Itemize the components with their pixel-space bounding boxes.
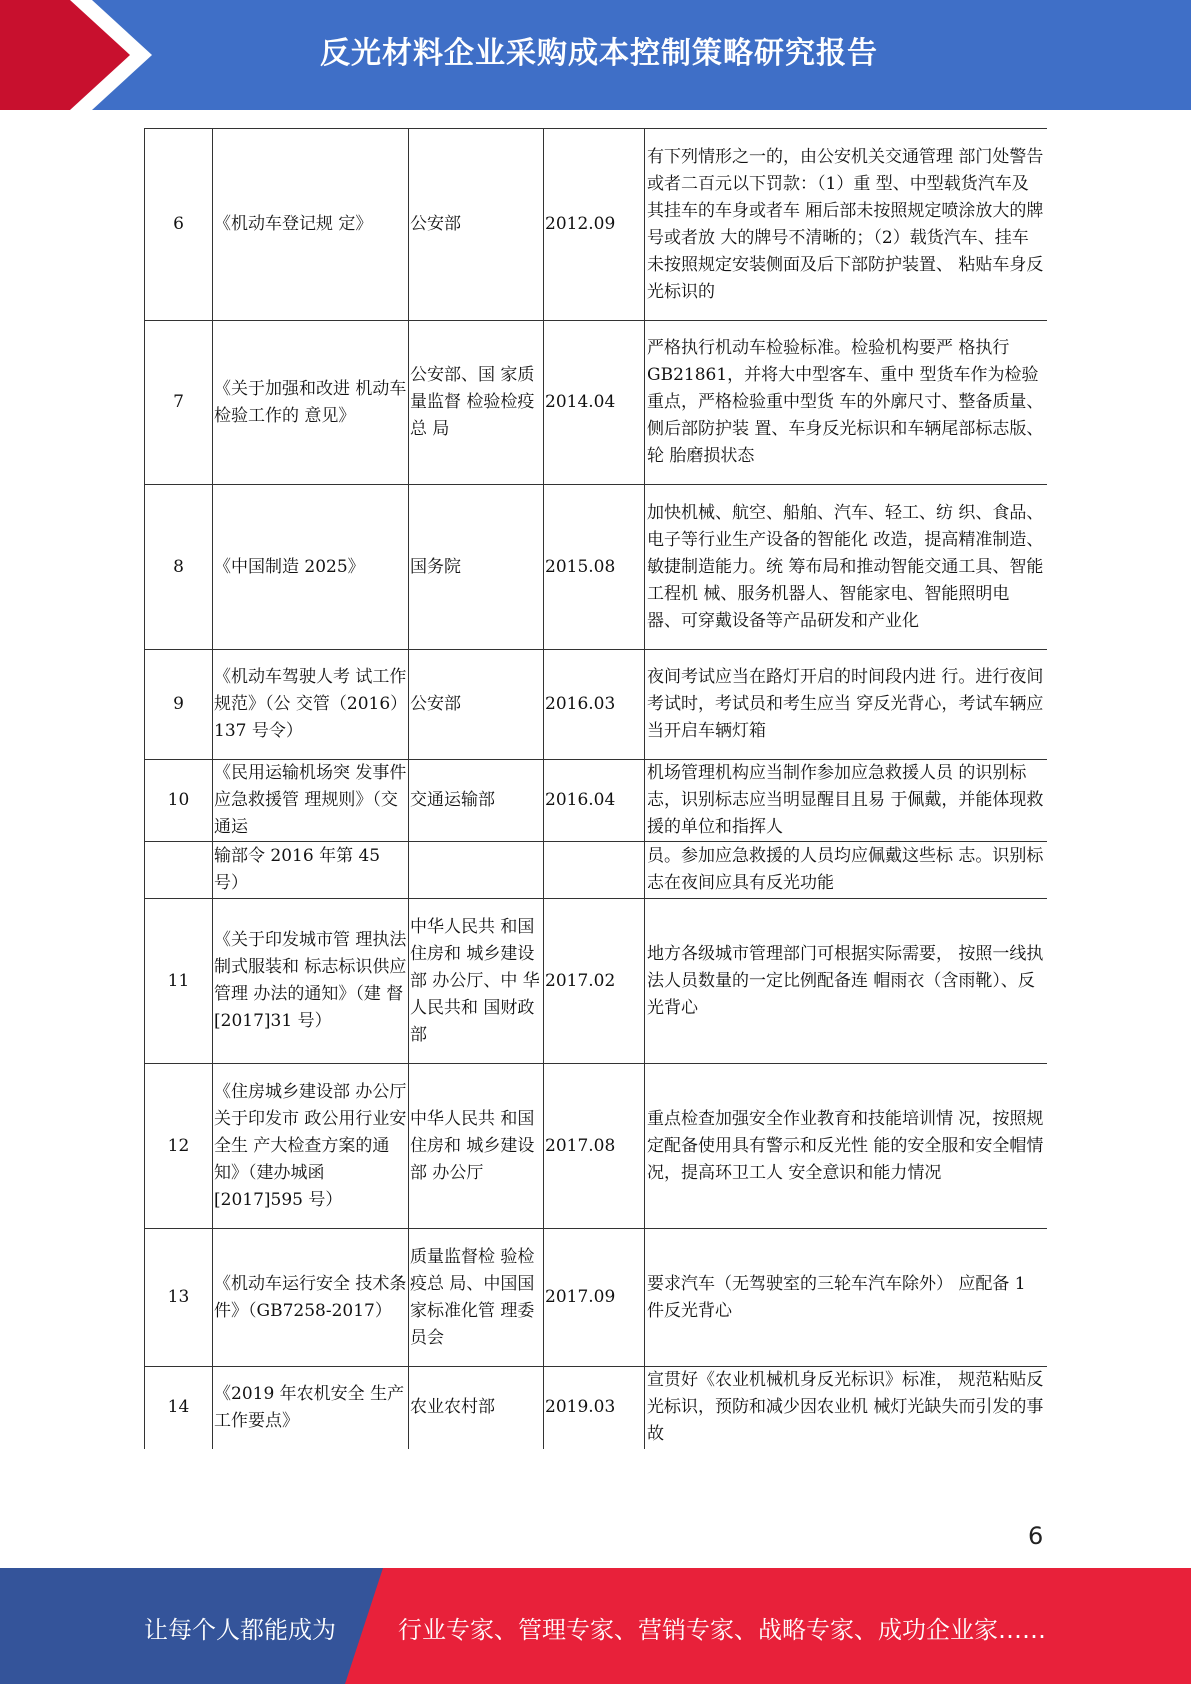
cell-date-text: 2016.04: [545, 790, 616, 810]
cell-number: [145, 760, 213, 842]
cell-document-text: 《关于加强和改进 机动车检验工作的 意见》: [214, 378, 407, 426]
cell-document-text: 《中国制造 2025》: [214, 556, 365, 577]
cell-number-text: 13: [167, 1287, 190, 1307]
cell-number-text: 8: [173, 556, 184, 577]
cell-issuer: [409, 899, 544, 1064]
cell-document: [213, 650, 409, 760]
cell-date: [544, 1064, 645, 1229]
cell-date-text: 2012.09: [545, 214, 616, 234]
cell-issuer-text: 中华人民共 和国住房和 城乡建设部 办公厅: [410, 1108, 535, 1183]
cell-content: [645, 760, 1047, 842]
cell-document-text: 《机动车登记规 定》: [214, 214, 373, 234]
cell-date-text: 2019.03: [545, 1397, 616, 1418]
cell-content: [645, 1064, 1047, 1229]
cell-number: [145, 1229, 213, 1367]
table-row: [145, 321, 1047, 485]
cell-issuer: [409, 1229, 544, 1367]
table-row: [145, 760, 1047, 842]
cell-number-text: 10: [167, 790, 190, 810]
cell-number: [145, 842, 213, 899]
cell-issuer: [409, 485, 544, 650]
cell-date: [544, 650, 645, 760]
cell-document: [213, 760, 409, 842]
cell-date-text: 2017.02: [545, 970, 616, 991]
cell-document-text: 《机动车驾驶人考 试工作规范》（公 交管（2016）137 号令）: [214, 667, 407, 741]
cell-content: [645, 1229, 1047, 1367]
cell-issuer-text: 交通运输部: [410, 790, 495, 810]
cell-document-text: 《住房城乡建设部 办公厅关于印发市 政公用行业安全生 产大检查方案的通 知》（建办城函 [2017]595 号）: [214, 1081, 407, 1210]
cell-date: [544, 129, 645, 321]
cell-document: [213, 485, 409, 650]
cell-content-text: 重点检查加强安全作业教育和技能培训情 况，按照规定配备使用具有警示和反光性 能的安全服和安全帽情况，提高环卫工人 安全意识和能力情况: [647, 1108, 1044, 1183]
cell-content: [645, 321, 1047, 485]
cell-document: [213, 321, 409, 485]
cell-date: [544, 485, 645, 650]
cell-issuer-text: 国务院: [410, 556, 461, 577]
cell-document: [213, 899, 409, 1064]
cell-date-text: 2015.08: [545, 556, 616, 577]
cell-issuer-text: 公安部、国 家质量监督 检验检疫总 局: [410, 365, 535, 439]
cell-content-text: 严格执行机动车检验标准。检验机构要严 格执行 GB21861，并将大中型客车、重中 型货车作为检验重点，严格检验重中型货 车的外廓尺寸、整备质量、侧后部防护装 置、车身反光标识和车辆尾部标志版、轮 胎磨损状态: [647, 338, 1044, 466]
cell-date-text: 2014.04: [545, 392, 616, 412]
cell-number-text: 11: [167, 970, 190, 991]
cell-date-text: 2016.03: [545, 694, 616, 714]
cell-content-text: 夜间考试应当在路灯开启的时间段内进 行。进行夜间考试时，考试员和考生应当 穿反光背心，考试车辆应当开启车辆灯箱: [647, 667, 1044, 741]
cell-issuer: [409, 842, 544, 899]
cell-issuer: [409, 1064, 544, 1229]
cell-document-text: 《2019 年农机安全 生产工作要点》: [214, 1383, 405, 1431]
cell-issuer-text: 质量监督检 验检疫总 局、中国国 家标准化管 理委员会: [410, 1246, 535, 1348]
cell-content: [645, 842, 1047, 899]
cell-issuer-text: 公安部: [410, 694, 461, 714]
cell-number-text: 6: [173, 214, 184, 234]
table-row: [145, 842, 1047, 899]
cell-document-text: 《关于印发城市管 理执法制式服装和 标志标识供应管理 办法的通知》（建 督[2017]31 号）: [214, 930, 407, 1031]
cell-issuer-text: 中华人民共 和国住房和 城乡建设部 办公厅、中 华人民共和 国财政部: [410, 916, 540, 1045]
cell-document-text: 《民用运输机场突 发事件应急救援管 理规则》（交通运: [214, 763, 407, 837]
cell-content-text: 宣贯好《农业机械机身反光标识》标准， 规范粘贴反光标识，预防和减少因农业机 械灯光缺失而引发的事故: [647, 1370, 1044, 1445]
cell-date: [544, 760, 645, 842]
cell-number-text: 14: [167, 1397, 190, 1418]
page-footer: [0, 1568, 1191, 1684]
cell-date-text: 2017.09: [545, 1287, 616, 1307]
cell-number: [145, 321, 213, 485]
cell-issuer: [409, 1367, 544, 1449]
cell-issuer: [409, 760, 544, 842]
cell-content: [645, 129, 1047, 321]
cell-number-text: 12: [167, 1135, 190, 1156]
cell-content-text: 要求汽车（无驾驶室的三轮车汽车除外） 应配备 1 件反光背心: [647, 1273, 1026, 1321]
cell-date: [544, 321, 645, 485]
cell-document: [213, 129, 409, 321]
cell-document: [213, 1064, 409, 1229]
table-row: [145, 899, 1047, 1064]
cell-date: [544, 1229, 645, 1367]
table-row: [145, 1367, 1047, 1449]
cell-date: [544, 842, 645, 899]
cell-document-text: 输部令 2016 年第 45 号）: [214, 846, 381, 893]
cell-content: [645, 899, 1047, 1064]
table-row: [145, 650, 1047, 760]
cell-content: [645, 1367, 1047, 1449]
cell-document: [213, 1367, 409, 1449]
cell-number: [145, 485, 213, 650]
page-number: 6: [1028, 1522, 1044, 1550]
cell-issuer: [409, 650, 544, 760]
cell-date: [544, 899, 645, 1064]
cell-number: [145, 129, 213, 321]
table-row: [145, 1064, 1047, 1229]
table-row: [145, 129, 1047, 321]
cell-number-text: 9: [173, 694, 184, 714]
cell-number: [145, 1367, 213, 1449]
policy-table: [144, 128, 1047, 1449]
cell-content: [645, 485, 1047, 650]
cell-number-text: 7: [173, 392, 184, 412]
cell-date-text: 2017.08: [545, 1135, 616, 1156]
table-row: [145, 1229, 1047, 1367]
cell-content-text: 机场管理机构应当制作参加应急救援人员 的识别标志，识别标志应当明显醒目且易 于佩戴，并能体现救援的单位和指挥人: [647, 763, 1044, 837]
cell-document: [213, 842, 409, 899]
page-header: [0, 0, 1191, 110]
cell-document-text: 《机动车运行安全 技术条件》（GB7258-2017）: [214, 1273, 407, 1321]
cell-issuer-text: 公安部: [410, 214, 461, 234]
cell-content: [645, 650, 1047, 760]
table-row: [145, 485, 1047, 650]
cell-date: [544, 1367, 645, 1449]
cell-issuer: [409, 129, 544, 321]
cell-issuer-text: 农业农村部: [410, 1397, 495, 1418]
cell-content-text: 地方各级城市管理部门可根据实际需要， 按照一线执法人员数量的一定比例配备连 帽雨衣（含雨靴）、反光背心: [647, 943, 1044, 1018]
cell-content-text: 有下列情形之一的，由公安机关交通管理 部门处警告或者二百元以下罚款：（1）重 型、中型载货汽车及其挂车的车身或者车 厢后部未按照规定喷涂放大的牌号或者放 大的牌号不清晰的；（2）载货汽车、挂车 未按照规定安装侧面及后下部防护装置、 粘贴车身反光标识的: [647, 146, 1044, 302]
cell-document: [213, 1229, 409, 1367]
report-title: 反光材料企业采购成本控制策略研究报告: [320, 36, 878, 71]
footer-slogan-left: 让每个人都能成为: [144, 1616, 336, 1644]
cell-issuer: [409, 321, 544, 485]
cell-content-text: 员。参加应急救援的人员均应佩戴这些标 志。识别标志在夜间应具有反光功能: [647, 846, 1044, 893]
cell-content-text: 加快机械、航空、船舶、汽车、轻工、纺 织、食品、电子等行业生产设备的智能化 改造，提高精准制造、敏捷制造能力。统 筹布局和推动智能交通工具、智能工程机 械、服务机器人、智能家电、智能照明电 器、可穿戴设备等产品研发和产业化: [647, 502, 1044, 631]
cell-number: [145, 899, 213, 1064]
footer-slogan-right: 行业专家、管理专家、营销专家、战略专家、成功企业家……: [398, 1616, 1046, 1644]
cell-number: [145, 1064, 213, 1229]
cell-number: [145, 650, 213, 760]
